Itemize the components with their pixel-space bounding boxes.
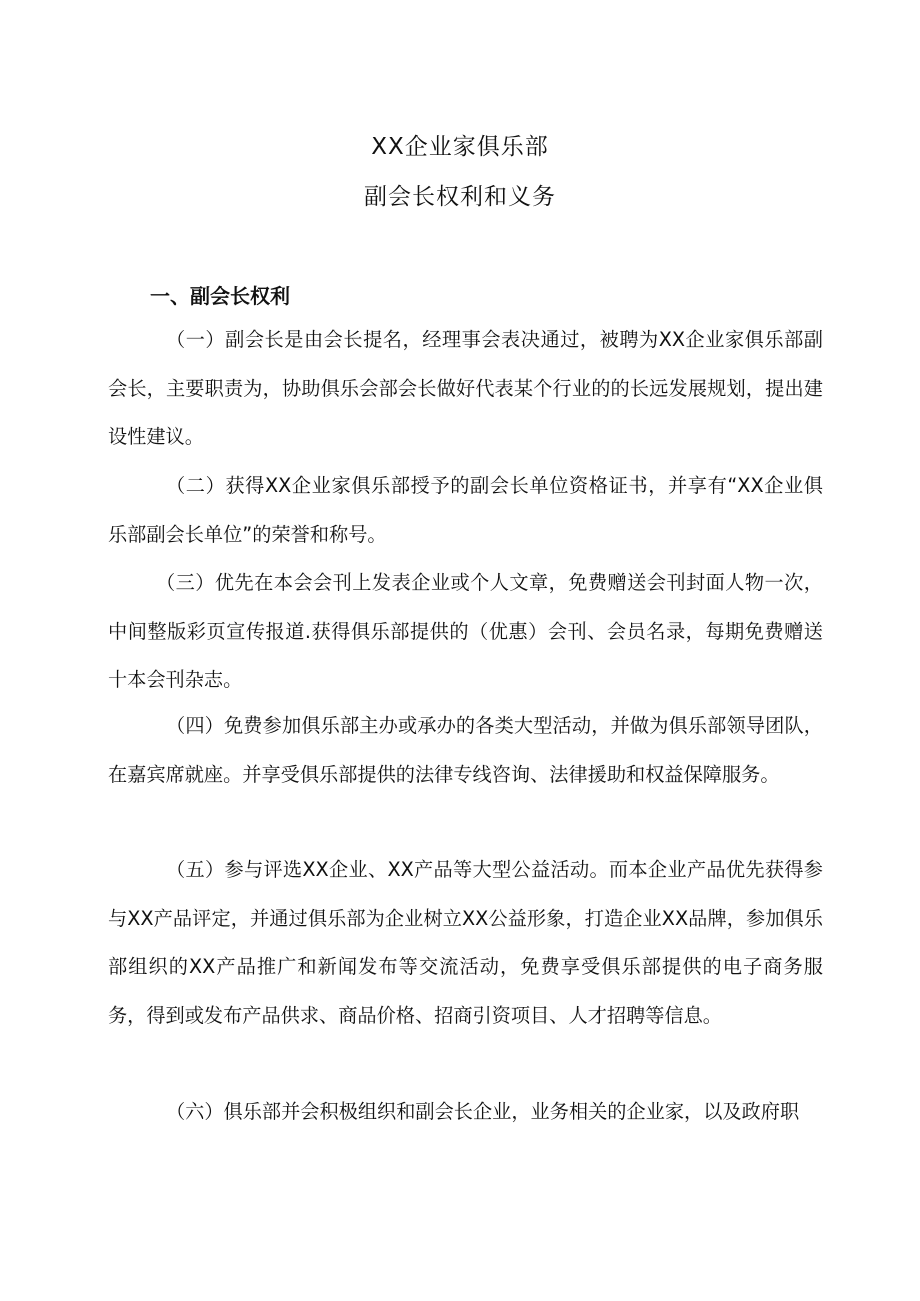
paragraph-4: （四）免费参加俱乐部主办或承办的各类大型活动，并做为俱乐部领导团队，在嘉宾席就座。并享受俱乐部提供的法律专线咨询、法律援助和权益保障服务。: [108, 714, 823, 786]
paragraph-1: （一）副会长是由会长提名，经理事会表决通过，被聘为XX企业家俱乐部副会长，主要职责为，协助俱乐会部会长做好代表某个行业的的长远发展规划，提出建设性建议。: [108, 328, 823, 448]
document-subtitle: 副会长权利和义务: [364, 184, 556, 210]
paragraph-3: （三）优先在本会会刊上发表企业或个人文章，免费赠送会刊封面人物一次，中间整版彩页宣传报道.获得俱乐部提供的（优惠）会刊、会员名录，每期免费赠送十本会刊杂志。: [108, 571, 823, 691]
paragraph-6: （六）俱乐部并会积极组织和副会长企业，业务相关的企业家，以及政府职: [166, 1100, 800, 1123]
paragraph-2: （二）获得XX企业家俱乐部授予的副会长单位资格证书，并享有“XX企业俱乐部副会长单位”的荣誉和称号。: [108, 474, 823, 546]
paragraph-5: （五）参与评选XX企业、XX产品等大型公益活动。而本企业产品优先获得参与XX产品评定，并通过俱乐部为企业树立XX公益形象，打造企业XX品牌，参加俱乐部组织的XX产品推广和新闻发布等交流活动，免费享受俱乐部提供的电子商务服务，得到或发布产品供求、商品价格、招商引资项目、人才招聘等信息。: [108, 858, 823, 1027]
document-title: XX企业家俱乐部: [371, 134, 549, 160]
section-heading: 一、副会长权利: [150, 284, 290, 308]
